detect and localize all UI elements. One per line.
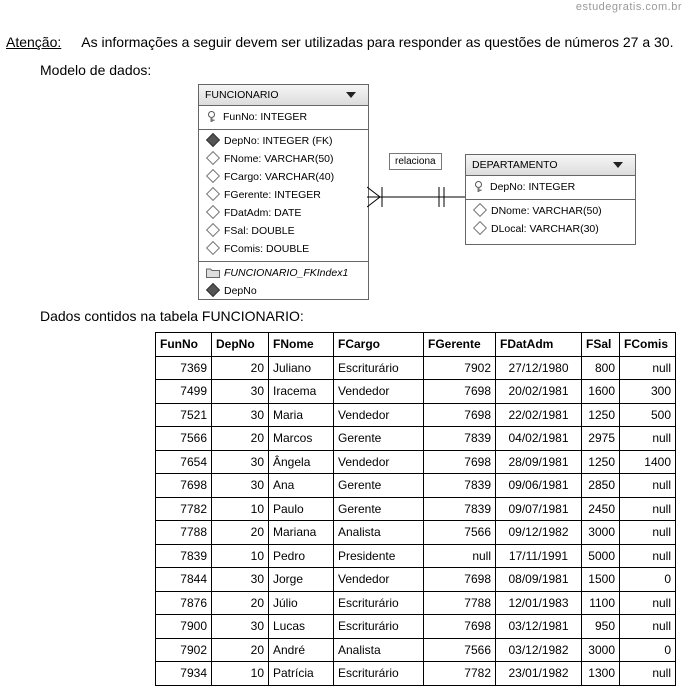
cell-fgerente: 7839 [424,497,496,521]
cell-fgerente: 7902 [424,356,496,380]
cell-fsal: 2975 [582,427,620,451]
departamento-attributes-section [466,200,635,241]
cell-fcargo: Escriturário [334,662,424,686]
cell-fcargo: Vendedor [334,450,424,474]
cell-funno: 7934 [156,662,212,686]
cell-fnome: Patrícia [269,662,334,686]
diamond-icon [206,223,220,237]
entity-funcionario-name: FUNCIONARIO [205,89,279,101]
diamond-icon [473,203,487,217]
attribute-depno [199,132,368,150]
cell-fsal: 1300 [582,662,620,686]
attribute-text: FCargo: VARCHAR(40) [224,171,335,183]
cell-fgerente: 7782 [424,662,496,686]
attribute-fsal [199,222,368,240]
cell-fnome: Júlio [269,591,334,615]
cell-fdatadm: 22/02/1981 [496,403,582,427]
cell-fcomis: 1400 [620,450,676,474]
table-row [156,497,676,521]
entity-departamento-header [466,155,635,176]
cell-fdatadm: 09/12/1982 [496,521,582,545]
cell-fdatadm: 20/02/1981 [496,380,582,404]
cell-fcomis: 500 [620,403,676,427]
cell-fnome: Paulo [269,497,334,521]
col-header: FunNo [156,333,212,357]
cell-fnome: Mariana [269,521,334,545]
cell-fdatadm: 03/12/1981 [496,615,582,639]
cell-fsal: 1100 [582,591,620,615]
attribute-fnome [199,150,368,168]
cell-fgerente: 7839 [424,427,496,451]
cell-fdatadm: 27/12/1980 [496,356,582,380]
cell-fcomis: 0 [620,638,676,662]
diamond-icon [206,187,220,201]
entity-funcionario [198,84,369,300]
cell-depno: 30 [212,450,269,474]
table-row [156,450,676,474]
index-row [199,264,368,282]
cell-fcomis: null [620,474,676,498]
diamond-icon [206,241,220,255]
cell-depno: 10 [212,497,269,521]
cell-fsal: 3000 [582,638,620,662]
cell-funno: 7782 [156,497,212,521]
table-row [156,662,676,686]
cell-fdatadm: 04/02/1981 [496,427,582,451]
cell-fsal: 2850 [582,474,620,498]
departamento-pk-section [466,176,635,200]
cell-fgerente: 7698 [424,568,496,592]
cell-fsal: 950 [582,615,620,639]
table-header-row [156,333,676,357]
diamond-icon [206,151,220,165]
cell-fcargo: Gerente [334,427,424,451]
funcionario-pk-section [199,106,368,130]
table-row [156,521,676,545]
table-row [156,474,676,498]
cell-fgerente: 7788 [424,591,496,615]
dropdown-arrow-icon [346,92,356,98]
col-header: DepNo [212,333,269,357]
entity-departamento-name: DEPARTAMENTO [472,159,558,171]
attribute-dlocal [466,220,635,238]
cell-fnome: Maria [269,403,334,427]
table-row [156,638,676,662]
cell-funno: 7654 [156,450,212,474]
watermark: estudegratis.com.br [575,1,682,13]
cell-fcargo: Analista [334,638,424,662]
cell-fnome: Juliano [269,356,334,380]
col-header: FComis [620,333,676,357]
cell-funno: 7521 [156,403,212,427]
cell-fcargo: Gerente [334,497,424,521]
key-icon [206,111,217,122]
attribute-fcomis [199,240,368,258]
cell-fnome: Jorge [269,568,334,592]
cell-fcomis: 0 [620,568,676,592]
cell-fgerente: 7566 [424,638,496,662]
cell-fnome: Ana [269,474,334,498]
cell-fsal: 5000 [582,544,620,568]
cell-depno: 30 [212,403,269,427]
index-column-row [199,282,368,300]
cell-fcomis: null [620,427,676,451]
col-header: FSal [582,333,620,357]
cell-funno: 7369 [156,356,212,380]
attribute-text: DNome: VARCHAR(50) [491,205,602,217]
funcionario-table [155,332,676,686]
cell-funno: 7876 [156,591,212,615]
fk-diamond-icon [206,133,220,147]
fk-diamond-icon [206,283,220,297]
cell-fcargo: Gerente [334,474,424,498]
cell-fcargo: Escriturário [334,591,424,615]
cell-depno: 20 [212,521,269,545]
index-name: FUNCIONARIO_FKIndex1 [224,267,349,279]
attribute-text: DLocal: VARCHAR(30) [491,223,599,235]
cell-depno: 20 [212,591,269,615]
cell-fcomis: null [620,615,676,639]
diamond-icon [206,169,220,183]
entity-departamento [465,154,636,245]
cell-fcargo: Escriturário [334,356,424,380]
cell-fcomis: 300 [620,380,676,404]
cell-fcargo: Vendedor [334,568,424,592]
cell-fnome: Ângela [269,450,334,474]
table-row [156,403,676,427]
table-row [156,544,676,568]
attribute-text: FNome: VARCHAR(50) [224,153,334,165]
cell-fgerente: 7698 [424,450,496,474]
pk-attribute [199,108,368,126]
relationship-label: relaciona [389,153,442,170]
cell-fnome: Pedro [269,544,334,568]
cell-fsal: 1600 [582,380,620,404]
cell-fdatadm: 23/01/1982 [496,662,582,686]
cell-fdatadm: 28/09/1981 [496,450,582,474]
cell-fcomis: null [620,497,676,521]
table-row [156,591,676,615]
col-header: FNome [269,333,334,357]
cell-depno: 30 [212,474,269,498]
attribute-fgerente [199,186,368,204]
cell-funno: 7844 [156,568,212,592]
col-header: FDatAdm [496,333,582,357]
cell-funno: 7900 [156,615,212,639]
cell-fgerente: 7698 [424,615,496,639]
cell-fdatadm: 09/07/1981 [496,497,582,521]
model-title: Modelo de dados: [40,62,152,78]
cell-fsal: 800 [582,356,620,380]
col-header: FGerente [424,333,496,357]
cell-fcargo: Vendedor [334,380,424,404]
cell-funno: 7902 [156,638,212,662]
attention-notice [6,34,673,50]
table-row [156,427,676,451]
col-header: FCargo [334,333,424,357]
attribute-fcargo [199,168,368,186]
relationship-line [367,180,467,214]
cell-fcargo: Analista [334,521,424,545]
table-row [156,356,676,380]
attribute-text: FDatAdm: DATE [224,207,302,219]
cell-fcomis: null [620,591,676,615]
cell-fcomis: null [620,356,676,380]
cell-fgerente: 7839 [424,474,496,498]
attribute-text: FSal: DOUBLE [224,225,295,237]
table-row [156,615,676,639]
cell-fcomis: null [620,662,676,686]
attribute-text: FComis: DOUBLE [224,243,310,255]
cell-depno: 20 [212,427,269,451]
cell-fdatadm: 09/06/1981 [496,474,582,498]
cell-funno: 7839 [156,544,212,568]
attribute-text: DepNo: INTEGER (FK) [224,135,333,147]
attribute-fdatadm [199,204,368,222]
cell-funno: 7698 [156,474,212,498]
table-body [156,356,676,685]
cell-fsal: 3000 [582,521,620,545]
dropdown-arrow-icon [613,162,623,168]
cell-fnome: Marcos [269,427,334,451]
cell-depno: 30 [212,615,269,639]
pk-attribute [466,178,635,196]
pk-attribute-text: DepNo: INTEGER [490,181,576,193]
cell-depno: 20 [212,638,269,662]
cell-fsal: 1250 [582,403,620,427]
attribute-dnome [466,202,635,220]
funcionario-index-section [199,262,368,303]
cell-funno: 7788 [156,521,212,545]
cell-fcomis: null [620,544,676,568]
pk-attribute-text: FunNo: INTEGER [223,111,308,123]
cell-fsal: 1250 [582,450,620,474]
key-icon [473,181,484,192]
cell-depno: 30 [212,568,269,592]
cell-fgerente: null [424,544,496,568]
cell-funno: 7566 [156,427,212,451]
diamond-icon [473,221,487,235]
diamond-icon [206,205,220,219]
cell-fcargo: Presidente [334,544,424,568]
folder-icon [206,267,220,278]
cell-fcomis: null [620,521,676,545]
table-row [156,380,676,404]
cell-depno: 10 [212,544,269,568]
cell-fgerente: 7698 [424,380,496,404]
cell-fdatadm: 17/11/1991 [496,544,582,568]
cell-fgerente: 7566 [424,521,496,545]
cell-depno: 30 [212,380,269,404]
cell-fcargo: Vendedor [334,403,424,427]
attribute-text: FGerente: INTEGER [224,189,321,201]
cell-fnome: André [269,638,334,662]
entity-funcionario-header [199,85,368,106]
cell-depno: 20 [212,356,269,380]
table-row [156,568,676,592]
cell-fdatadm: 08/09/1981 [496,568,582,592]
cell-fdatadm: 03/12/1982 [496,638,582,662]
cell-fnome: Lucas [269,615,334,639]
index-column: DepNo [224,285,257,297]
cell-depno: 10 [212,662,269,686]
data-title: Dados contidos na tabela FUNCIONARIO: [40,308,304,324]
cell-fsal: 2450 [582,497,620,521]
cell-fdatadm: 12/01/1983 [496,591,582,615]
attention-label: Atenção: [6,34,62,50]
attention-text: As informações a seguir devem ser utilizadas para responder as questões de números 27 a 30. [81,34,674,50]
cell-funno: 7499 [156,380,212,404]
cell-fgerente: 7698 [424,403,496,427]
cell-fcargo: Escriturário [334,615,424,639]
cell-fnome: Iracema [269,380,334,404]
cell-fsal: 1500 [582,568,620,592]
funcionario-attributes-section [199,130,368,262]
